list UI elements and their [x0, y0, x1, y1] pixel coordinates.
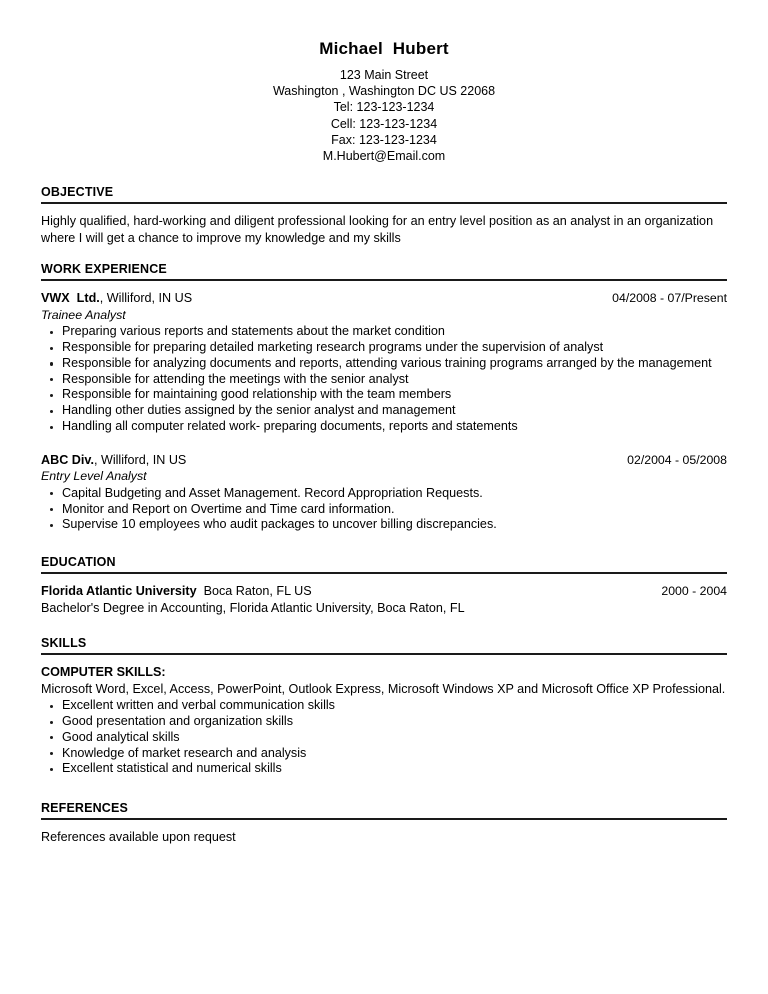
education-entry-header	[41, 583, 727, 600]
references-text: References available upon request	[41, 830, 236, 845]
work-entry-bullets	[41, 486, 727, 533]
candidate-name: Michael Hubert	[319, 39, 449, 58]
work-entry-organization	[41, 452, 186, 469]
contact-street: 123 Main Street	[339, 68, 429, 82]
work-entry-header	[41, 290, 727, 307]
contact-block	[41, 67, 727, 164]
education-school-location: Boca Raton, FL US	[196, 584, 312, 599]
section-title-education: EDUCATION	[41, 555, 727, 574]
education-degree: Bachelor's Degree in Accounting, Florida Atlantic University, Boca Raton, FL	[41, 600, 465, 615]
skills-body	[41, 655, 727, 777]
list-item: Monitor and Report on Overtime and Time card information.	[41, 502, 727, 518]
contact-email: M.Hubert@Email.com	[322, 149, 446, 164]
work-entry-dates: 04/2008 - 07/Present	[612, 291, 727, 306]
skills-bullets	[41, 698, 727, 777]
work-entry-org-location: , Williford, IN US	[99, 291, 193, 306]
list-item: Preparing various reports and statements about the market condition	[41, 324, 727, 340]
list-item: Responsible for preparing detailed marketing research programs under the supervision of analyst	[41, 340, 727, 356]
objective-body	[41, 204, 727, 246]
work-entry-org-location: , Williford, IN US	[93, 452, 187, 467]
section-title-objective: OBJECTIVE	[41, 185, 727, 204]
list-item: Handling all computer related work- preparing documents, reports and statements	[41, 419, 727, 435]
work-entry-header	[41, 452, 727, 469]
computer-skills-text: Microsoft Word, Excel, Access, PowerPoint, Outlook Express, Microsoft Windows XP and Microsoft Office XP Professional.	[41, 681, 726, 696]
education-entry-dates: 2000 - 2004	[661, 584, 727, 599]
education-school	[41, 583, 312, 600]
list-item: Responsible for analyzing documents and reports, attending various training programs arranged by the management	[41, 356, 727, 372]
section-work-experience	[41, 262, 727, 533]
work-entry-role: Entry Level Analyst	[41, 469, 147, 484]
objective-text: Highly qualified, hard-working and diligent professional looking for an entry level position as an analyst in an organization where I will get a chance to improve my knowledge and my skills	[41, 214, 714, 245]
list-item: Excellent written and verbal communication skills	[41, 698, 727, 714]
references-body	[41, 820, 727, 846]
list-item: Responsible for maintaining good relationship with the team members	[41, 387, 727, 403]
education-school-name: Florida Atlantic University	[41, 584, 197, 599]
list-item: Supervise 10 employees who audit packages to uncover billing discrepancies.	[41, 517, 727, 533]
resume-header	[41, 0, 727, 164]
section-references	[41, 801, 727, 846]
contact-fax: Fax: 123-123-1234	[331, 132, 437, 147]
work-entry-organization	[41, 290, 192, 307]
section-skills	[41, 636, 727, 777]
contact-city-state-zip: Washington , Washington DC US 22068	[272, 84, 496, 99]
work-entry-bullets	[41, 324, 727, 435]
contact-tel: Tel: 123-123-1234	[333, 100, 435, 115]
work-entry-role: Trainee Analyst	[41, 307, 126, 322]
list-item: Excellent statistical and numerical skills	[41, 761, 727, 777]
list-item: Good presentation and organization skills	[41, 714, 727, 730]
work-entry-dates: 02/2004 - 05/2008	[627, 452, 727, 467]
list-item: Handling other duties assigned by the senior analyst and management	[41, 403, 727, 419]
list-item: Knowledge of market research and analysis	[41, 746, 727, 762]
work-entry	[41, 290, 727, 435]
resume-content	[41, 0, 727, 846]
list-item: Good analytical skills	[41, 730, 727, 746]
section-title-skills: SKILLS	[41, 636, 727, 655]
list-item: Capital Budgeting and Asset Management. Record Appropriation Requests.	[41, 486, 727, 502]
section-title-work-experience: WORK EXPERIENCE	[41, 262, 727, 281]
section-education	[41, 555, 727, 616]
contact-cell: Cell: 123-123-1234	[330, 116, 438, 131]
work-entry-org-name: VWX Ltd.	[41, 291, 100, 306]
education-body	[41, 574, 727, 616]
work-entry	[41, 452, 727, 533]
list-item: Responsible for attending the meetings with the senior analyst	[41, 372, 727, 388]
education-entry	[41, 583, 727, 616]
work-experience-body	[41, 281, 727, 533]
section-objective	[41, 185, 727, 246]
work-entry-org-name: ABC Div.	[41, 452, 94, 467]
section-title-references: REFERENCES	[41, 801, 727, 820]
computer-skills-label: COMPUTER SKILLS:	[41, 665, 166, 680]
